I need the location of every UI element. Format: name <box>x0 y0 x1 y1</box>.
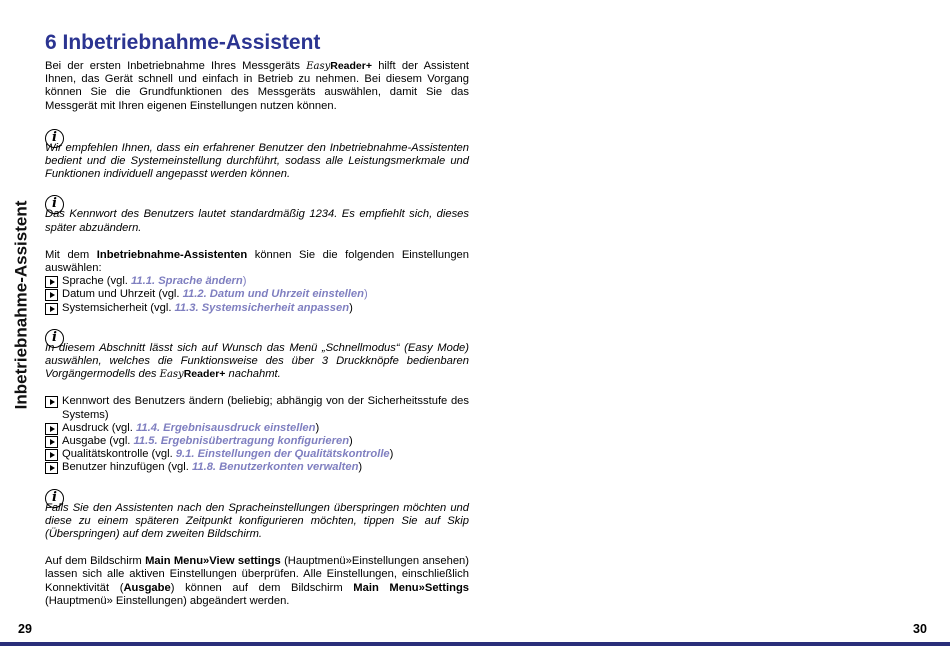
final-text-b: Main Menu»View settings <box>145 555 281 568</box>
list-item-close: ) <box>242 275 247 288</box>
settings-list-2 <box>45 395 469 474</box>
list-item <box>45 422 469 435</box>
cross-reference-link[interactable]: 11.1. Sprache ändern <box>131 275 243 288</box>
cross-reference-link[interactable]: 11.3. Systemsicherheit anpassen <box>174 301 350 314</box>
side-tab-label: Inbetriebnahme-Assistent <box>11 200 31 410</box>
page-number-right: 30 <box>913 622 927 636</box>
intro-text-a: Bei der ersten Inbetriebnahme Ihres Messgeräts <box>45 60 307 72</box>
list-item <box>45 288 469 301</box>
easyreader-logo <box>160 369 226 380</box>
list-item <box>45 461 469 474</box>
content-column <box>45 30 469 608</box>
info-note-4 <box>45 489 469 542</box>
info-icon: i <box>45 489 64 508</box>
note3-text-b: nachahmt. <box>225 368 281 381</box>
intro-text-b: hilft der Assistent Ihnen, das Gerät schnell und einfach in Betrieb zu nehmen. Bei diesem Vorgang können Sie die Grundfunktionen des Messgeräts auswählen, damit Sie das Messgerät mit Ihren eigenen Einstellungen nutzen können. <box>45 60 469 112</box>
cross-reference-link[interactable]: 11.4. Ergebnisausdruck einstellen <box>136 421 316 434</box>
arrow-bullet-icon <box>45 436 58 448</box>
settings-block <box>45 249 469 315</box>
list-item-text: Systemsicherheit (vgl. <box>62 301 175 314</box>
cross-reference-link[interactable]: 9.1. Einstellungen der Qualitätskontrolle <box>175 448 390 461</box>
settings-intro <box>45 249 469 275</box>
info-note-2 <box>45 195 469 234</box>
page-number-left: 29 <box>18 622 32 636</box>
note3-text <box>45 342 469 382</box>
list-item-text: Datum und Uhrzeit (vgl. <box>62 288 183 301</box>
note2-text: Das Kennwort des Benutzers lautet standardmäßig 1234. Es empfiehlt sich, dieses später abzuändern. <box>45 208 469 234</box>
list-item-text: Kennwort des Benutzers ändern (beliebig; abhängig von der Sicherheitsstufe des Systems) <box>62 395 469 421</box>
final-paragraph <box>45 555 469 608</box>
list-item-close: ) <box>363 288 368 301</box>
logo-script: Easy <box>159 369 184 381</box>
list-item-close: ) <box>349 301 353 314</box>
list-item-close: ) <box>358 461 363 474</box>
info-note-1 <box>45 129 469 182</box>
side-tab <box>8 200 34 410</box>
settings-intro-c: können Sie die folgenden Einstellungen auswählen: <box>45 248 469 275</box>
final-text-e: ) können auf dem Bildschirm <box>170 581 354 594</box>
footer-rule <box>0 642 950 646</box>
settings-intro-a: Mit dem <box>45 248 97 261</box>
logo-word: Reader+ <box>183 368 226 381</box>
list-item <box>45 275 469 288</box>
logo-word: Reader+ <box>330 60 372 72</box>
final-text-f: Main Menu»Settings <box>353 581 469 594</box>
arrow-bullet-icon <box>45 276 58 288</box>
note4-text: Falls Sie den Assistenten nach den Spracheinstellungen überspringen möchten und diese zu einem späteren Zeitpunkt konfigurieren möchten, tippen Sie auf Skip (Überspringen) auf dem zweiten Bildschirm. <box>45 501 469 541</box>
note3-text-a: In diesem Abschnitt lässt sich auf Wunsch das Menü „Schnellmodus“ (Easy Mode) auswählen, welches die Funktionsweise des über 3 Druckknöpfe bedienbaren Vorgängermodells des <box>45 341 469 381</box>
settings-list-1 <box>45 275 469 315</box>
info-icon: i <box>45 329 64 348</box>
cross-reference-link[interactable]: 11.2. Datum und Uhrzeit einstellen <box>182 288 364 301</box>
arrow-bullet-icon <box>45 423 58 435</box>
final-text-d: Ausgabe <box>123 581 171 594</box>
list-item-close: ) <box>349 435 353 448</box>
info-note-3 <box>45 329 469 382</box>
settings-block-2 <box>45 395 469 474</box>
list-item <box>45 435 469 448</box>
list-item-text: Benutzer hinzufügen (vgl. <box>62 461 192 474</box>
list-item-text: Ausdruck (vgl. <box>62 421 136 434</box>
arrow-bullet-icon <box>45 449 58 461</box>
arrow-bullet-icon <box>45 462 58 474</box>
list-item <box>45 395 469 421</box>
settings-intro-b: Inbetriebnahme-Assistenten <box>96 248 248 261</box>
arrow-bullet-icon <box>45 289 58 301</box>
list-item-close: ) <box>389 448 394 461</box>
list-item <box>45 302 469 315</box>
final-text-c: (Hauptmenü»Einstellungen ansehen) lassen sich alle aktiven Einstellungen überprüfen. Alle Einstellungen, einschließlich Konnektivität ( <box>45 555 469 594</box>
arrow-bullet-icon <box>45 303 58 315</box>
final-text-a: Auf dem Bildschirm <box>45 555 146 568</box>
easyreader-logo <box>306 61 372 72</box>
list-item-text: Sprache (vgl. <box>62 275 132 288</box>
cross-reference-link[interactable]: 11.5. Ergebnisübertragung konfigurieren <box>133 435 350 448</box>
final-text-g: (Hauptmenü» Einstellungen) abgeändert werden. <box>45 594 290 607</box>
logo-script: Easy <box>306 61 331 72</box>
intro-paragraph <box>45 60 469 113</box>
cross-reference-link[interactable]: 11.8. Benutzerkonten verwalten <box>191 461 359 474</box>
list-item-text: Ausgabe (vgl. <box>62 435 134 448</box>
arrow-bullet-icon <box>45 396 58 408</box>
list-item <box>45 448 469 461</box>
info-icon: i <box>45 129 64 148</box>
page-title: 6 Inbetriebnahme-Assistent <box>45 31 321 54</box>
info-icon: i <box>45 195 64 214</box>
list-item-text: Qualitätskontrolle (vgl. <box>62 448 176 461</box>
note1-text: Wir empfehlen Ihnen, dass ein erfahrener Benutzer den Inbetriebnahme-Assistenten bedient und die Systemeinstellung durchführt, sodass alle Leistungsmerkmale und Funktionen individuell angepasst werden können. <box>45 141 469 181</box>
list-item-close: ) <box>315 421 320 434</box>
